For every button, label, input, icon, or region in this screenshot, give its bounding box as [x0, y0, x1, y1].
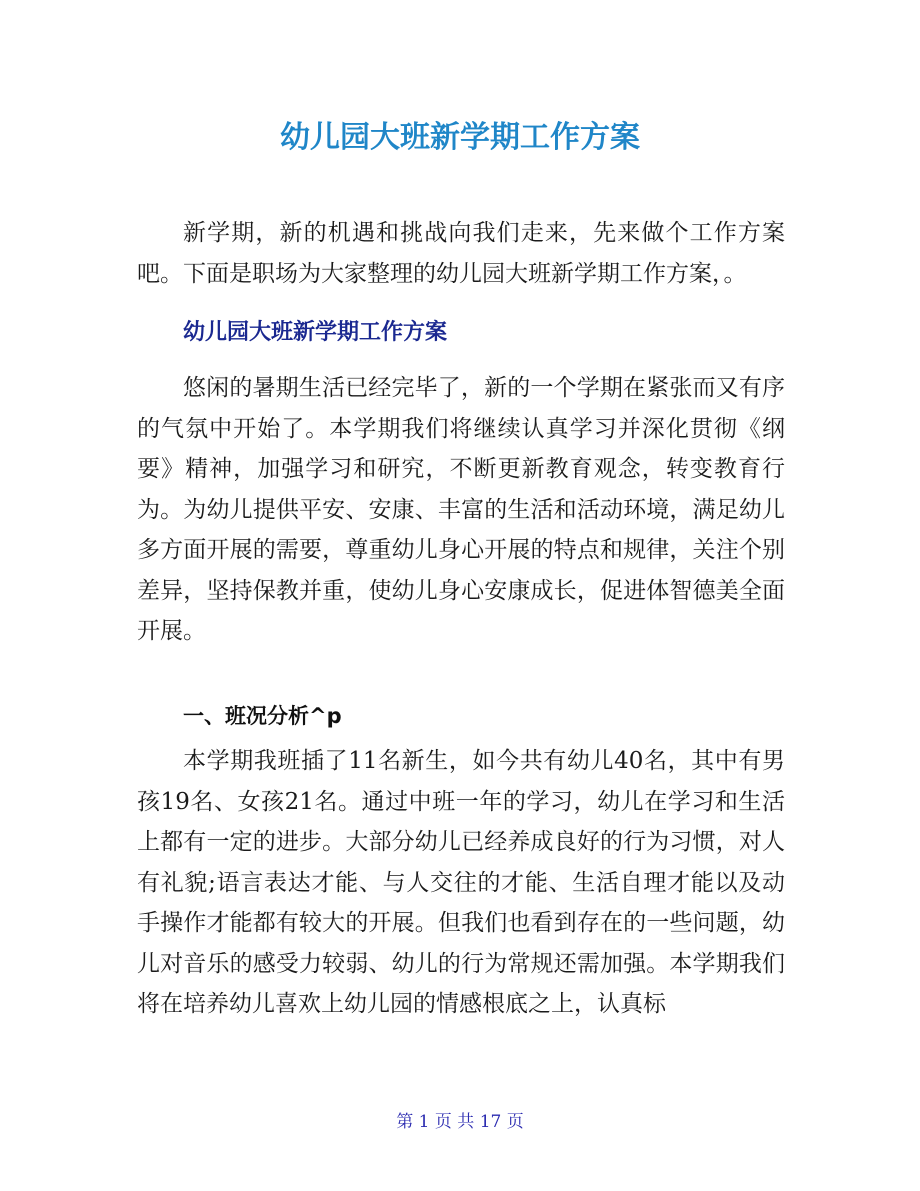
document-title: 幼儿园大班新学期工作方案: [280, 120, 640, 155]
body-paragraph-1: 悠闲的暑期生活已经完毕了，新的一个学期在紧张而又有序的气氛中开始了。本学期我们将继续认真学习并深化贯彻《纲要》精神，加强学习和研究，不断更新教育观念，转变教育行为。为幼儿提供平安、安康、丰富的生活和活动环境，满足幼儿多方面开展的需要，尊重幼儿身心开展的特点和规律，关注个别差异，坚持保教并重，使幼儿身心安康成长，促进体智德美全面开展。: [137, 375, 785, 644]
intro-paragraph: 新学期，新的机遇和挑战向我们走来，先来做个工作方案吧。下面是职场为大家整理的幼儿园大班新学期工作方案，。: [137, 220, 785, 287]
section-heading-class-analysis: 一、班况分析^p: [183, 704, 342, 728]
section-subtitle: 幼儿园大班新学期工作方案: [183, 320, 448, 345]
body-paragraph-2: 本学期我班插了11名新生，如今共有幼儿40名，其中有男孩19名、女孩21名。通过中班一年的学习，幼儿在学习和生活上都有一定的进步。大部分幼儿已经养成良好的行为习惯，对人有礼貌;语言表达才能、与人交往的才能、生活自理才能以及动手操作才能都有较大的开展。但我们也看到存在的一些问题，幼儿对音乐的感受力较弱、幼儿的行为常规还需加强。本学期我们将在培养幼儿喜欢上幼儿园的情感根底之上，认真标: [137, 748, 785, 1017]
page-number-footer: 第 1 页 共 17 页: [396, 1112, 524, 1132]
